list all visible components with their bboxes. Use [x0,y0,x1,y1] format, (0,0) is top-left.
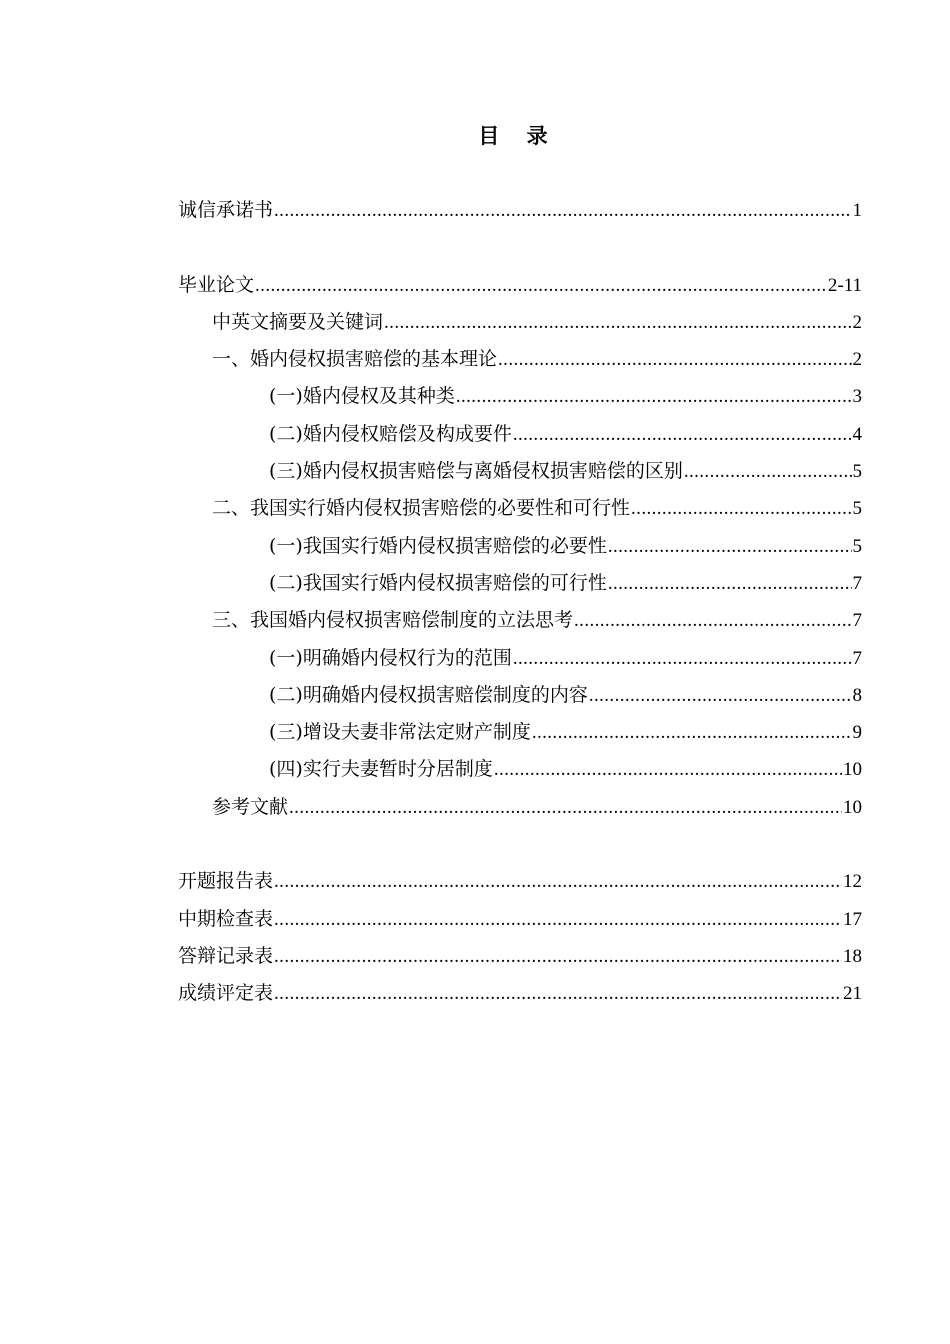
toc-page-number: 12 [843,871,862,893]
toc-page-number: 8 [852,684,862,706]
toc-entry-label: 答辩记录表 [178,944,274,967]
toc-entry-section-3 [178,602,862,639]
toc-entry-thesis [178,267,862,304]
toc-entry-section-1 [178,341,862,378]
toc-entry-section-2-2 [178,565,862,602]
toc-leader-dots [274,192,851,229]
toc-entry-section-3-3 [178,714,862,751]
toc-entry-label: 参考文献 [212,795,289,818]
toc-entry-label: 中英文摘要及关键词 [212,310,384,333]
toc-entry-label: (一)我国实行婚内侵权损害赔偿的必要性 [269,534,607,557]
table-of-contents [178,192,862,1013]
toc-leader-dots [255,267,827,304]
toc-leader-dots [631,490,851,527]
toc-leader-dots [384,304,851,341]
toc-entry-label: (三)婚内侵权损害赔偿与离婚侵权损害赔偿的区别 [269,460,683,483]
toc-entry-label: 三、我国婚内侵权损害赔偿制度的立法思考 [212,609,574,632]
toc-page-number: 5 [852,498,862,520]
toc-entry-label: (二)明确婚内侵权损害赔偿制度的内容 [269,683,588,706]
page-title: 目 录 [478,123,558,148]
toc-entry-label: (四)实行夫妻暂时分居制度 [269,758,493,781]
toc-leader-dots [589,677,852,714]
toc-leader-dots [498,341,851,378]
toc-leader-dots [608,565,852,602]
toc-entry-references [178,789,862,826]
toc-page-number: 2 [852,349,862,371]
toc-entry-section-2-1 [178,528,862,565]
toc-entry-grade-evaluation [178,975,862,1012]
toc-entry-section-3-4 [178,751,862,788]
toc-leader-dots [532,714,852,751]
toc-entry-label: 毕业论文 [178,273,255,296]
toc-entry-label: 二、我国实行婚内侵权损害赔偿的必要性和可行性 [212,497,631,520]
toc-entry-label: (二)我国实行婚内侵权损害赔偿的可行性 [269,571,607,594]
toc-leader-dots [289,789,842,826]
toc-leader-dots [274,938,842,975]
toc-entry-abstract [178,304,862,341]
toc-entry-integrity-pledge [178,192,862,229]
toc-entry-section-3-2 [178,677,862,714]
toc-leader-dots [513,416,852,453]
toc-leader-dots [274,975,842,1012]
toc-leader-dots [274,901,842,938]
toc-leader-dots [456,378,852,415]
toc-entry-label: (二)婚内侵权赔偿及构成要件 [269,422,512,445]
toc-leader-dots [274,863,842,900]
toc-entry-label: (一)婚内侵权及其种类 [269,385,455,408]
toc-page-number: 5 [852,461,862,483]
toc-entry-label: 诚信承诺书 [178,199,274,221]
toc-entry-label: 中期检查表 [178,907,274,930]
toc-page-number: 21 [843,983,862,1005]
toc-entry-section-3-1 [178,640,862,677]
toc-page-number: 18 [843,945,862,967]
toc-leader-dots [494,751,842,788]
toc-page-number: 1 [852,200,862,221]
toc-leader-dots [608,528,852,565]
toc-entry-section-1-1 [178,378,862,415]
toc-entry-label: (一)明确婚内侵权行为的范围 [269,646,512,669]
toc-entry-label: 开题报告表 [178,870,274,893]
toc-page-number: 10 [843,759,862,781]
toc-entry-label: 一、婚内侵权损害赔偿的基本理论 [212,348,498,371]
toc-page-number: 5 [852,535,862,557]
toc-page-number: 7 [852,610,862,632]
toc-page-number: 10 [843,796,862,818]
toc-page-number: 4 [852,423,862,445]
toc-page-number: 3 [852,386,862,408]
toc-page-number: 2 [852,311,862,333]
toc-page-number: 17 [843,908,862,930]
toc-entry-section-2 [178,490,862,527]
toc-entry-section-1-2 [178,416,862,453]
toc-entry-midterm-check [178,901,862,938]
toc-entry-label: 成绩评定表 [178,982,274,1005]
toc-page-number: 7 [852,572,862,594]
toc-leader-dots [684,453,852,490]
toc-page-number: 2-11 [827,274,862,296]
toc-entry-section-1-3 [178,453,862,490]
toc-entry-label: (三)增设夫妻非常法定财产制度 [269,721,531,744]
toc-page-number: 7 [852,647,862,669]
toc-entry-defense-record [178,938,862,975]
toc-leader-dots [513,640,852,677]
toc-entry-proposal-report [178,863,862,900]
toc-leader-dots [574,602,851,639]
toc-page-number: 9 [852,722,862,744]
